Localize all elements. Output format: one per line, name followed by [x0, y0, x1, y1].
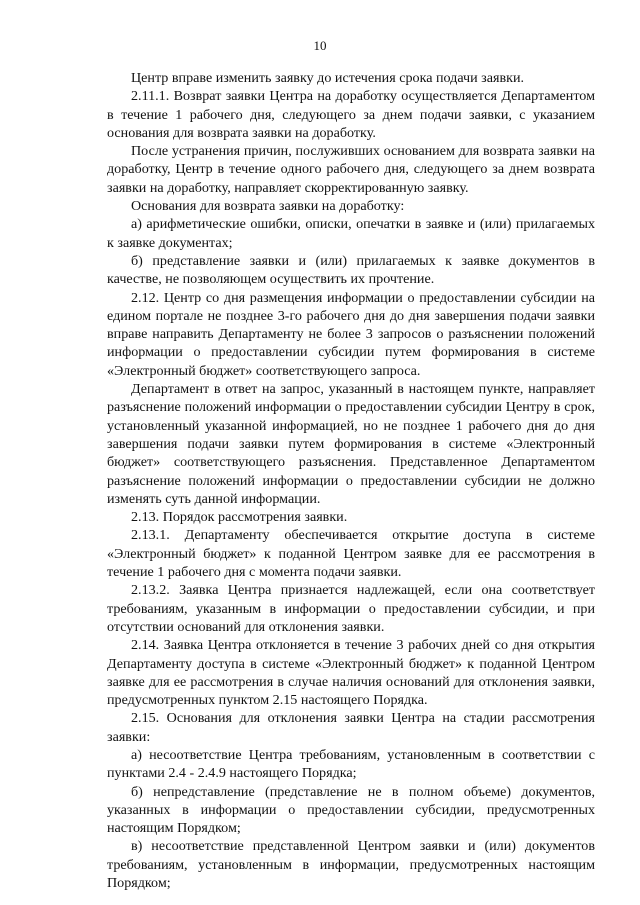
paragraph: а) арифметические ошибки, описки, опечатки в заявке и (или) прилагаемых к заявке документах; [107, 216, 595, 251]
paragraph: Центр вправе изменить заявку до истечения срока подачи заявки. [131, 70, 525, 86]
paragraph: 2.14. Заявка Центра отклоняется в течение 3 рабочих дней со дня открытия Департаменту доступа в системе «Электронный бюджет» к поданной Центром заявке для ее рассмотрения в случае наличия оснований для отклонения заявки, предусмотренных пунктом 2.15 настоящего Порядка. [107, 637, 595, 709]
paragraph: 2.13.2. Заявка Центра признается надлежащей, если она соответствует требованиям, указанным в информации о предоставлении субсидии, и при отсутствии оснований для отклонения заявки. [107, 582, 595, 635]
page-number: 10 [313, 38, 327, 53]
paragraph: Департамент в ответ на запрос, указанный в настоящем пункте, направляет разъяснение положений информации о предоставлении субсидии Центру в срок, установленный указанной информацией, но не позднее 1 рабочего дня до дня завершения подачи заявки путем формирования в системе «Электронный бюджет» соответствующего разъяснения. Представленное Департаментом разъяснение положений информации о предоставлении субсидии не должно изменять суть данной информации. [107, 381, 595, 507]
paragraph: а) несоответствие Центра требованиям, установленным в соответствии с пунктами 2.4 - 2.4.9 настоящего Порядка; [107, 746, 595, 782]
paragraph: После устранения причин, послуживших основанием для возврата заявки на доработку, Центр в течение одного рабочего дня, следующего за днем возврата заявки на доработку, направляет скорректированную заявку. [107, 143, 595, 196]
paragraph: 2.13. Порядок рассмотрения заявки. [131, 509, 348, 526]
paragraph: 2.11.1. Возврат заявки Центра на доработку осуществляется Департаментом в течение 1 рабочего дня, следующего за днем подачи заявки, с указанием основания для возврата заявки на доработку. [107, 88, 595, 141]
paragraph: в) несоответствие представленной Центром заявки и (или) документов требованиям, установленным в информации, предусмотренных настоящим Порядком; [107, 838, 595, 892]
document-body [107, 69, 595, 892]
paragraph: Основания для возврата заявки на доработку: [131, 198, 405, 215]
paragraph: б) непредставление (представление не в полном объеме) документов, указанных в информации о предоставлении субсидии, предусмотренных настоящим Порядком; [107, 783, 595, 837]
paragraph: б) представление заявки и (или) прилагаемых к заявке документов в качестве, не позволяющем осуществить их прочтение. [107, 252, 595, 288]
paragraph: 2.12. Центр со дня размещения информации о предоставлении субсидии на едином портале не позднее 3-го рабочего дня до дня завершения подачи заявки вправе направить Департаменту не более 3 запросов о разъяснении положений информации о предоставлении субсидии путем формирования в системе «Электронный бюджет» соответствующего запроса. [107, 289, 595, 379]
paragraph: 2.15. Основания для отклонения заявки Центра на стадии рассмотрения заявки: [107, 710, 595, 745]
paragraph: 2.13.1. Департаменту обеспечивается открытие доступа в системе «Электронный бюджет» к поданной Центром заявке для ее рассмотрения в течение 1 рабочего дня с момента подачи заявки. [107, 527, 595, 581]
